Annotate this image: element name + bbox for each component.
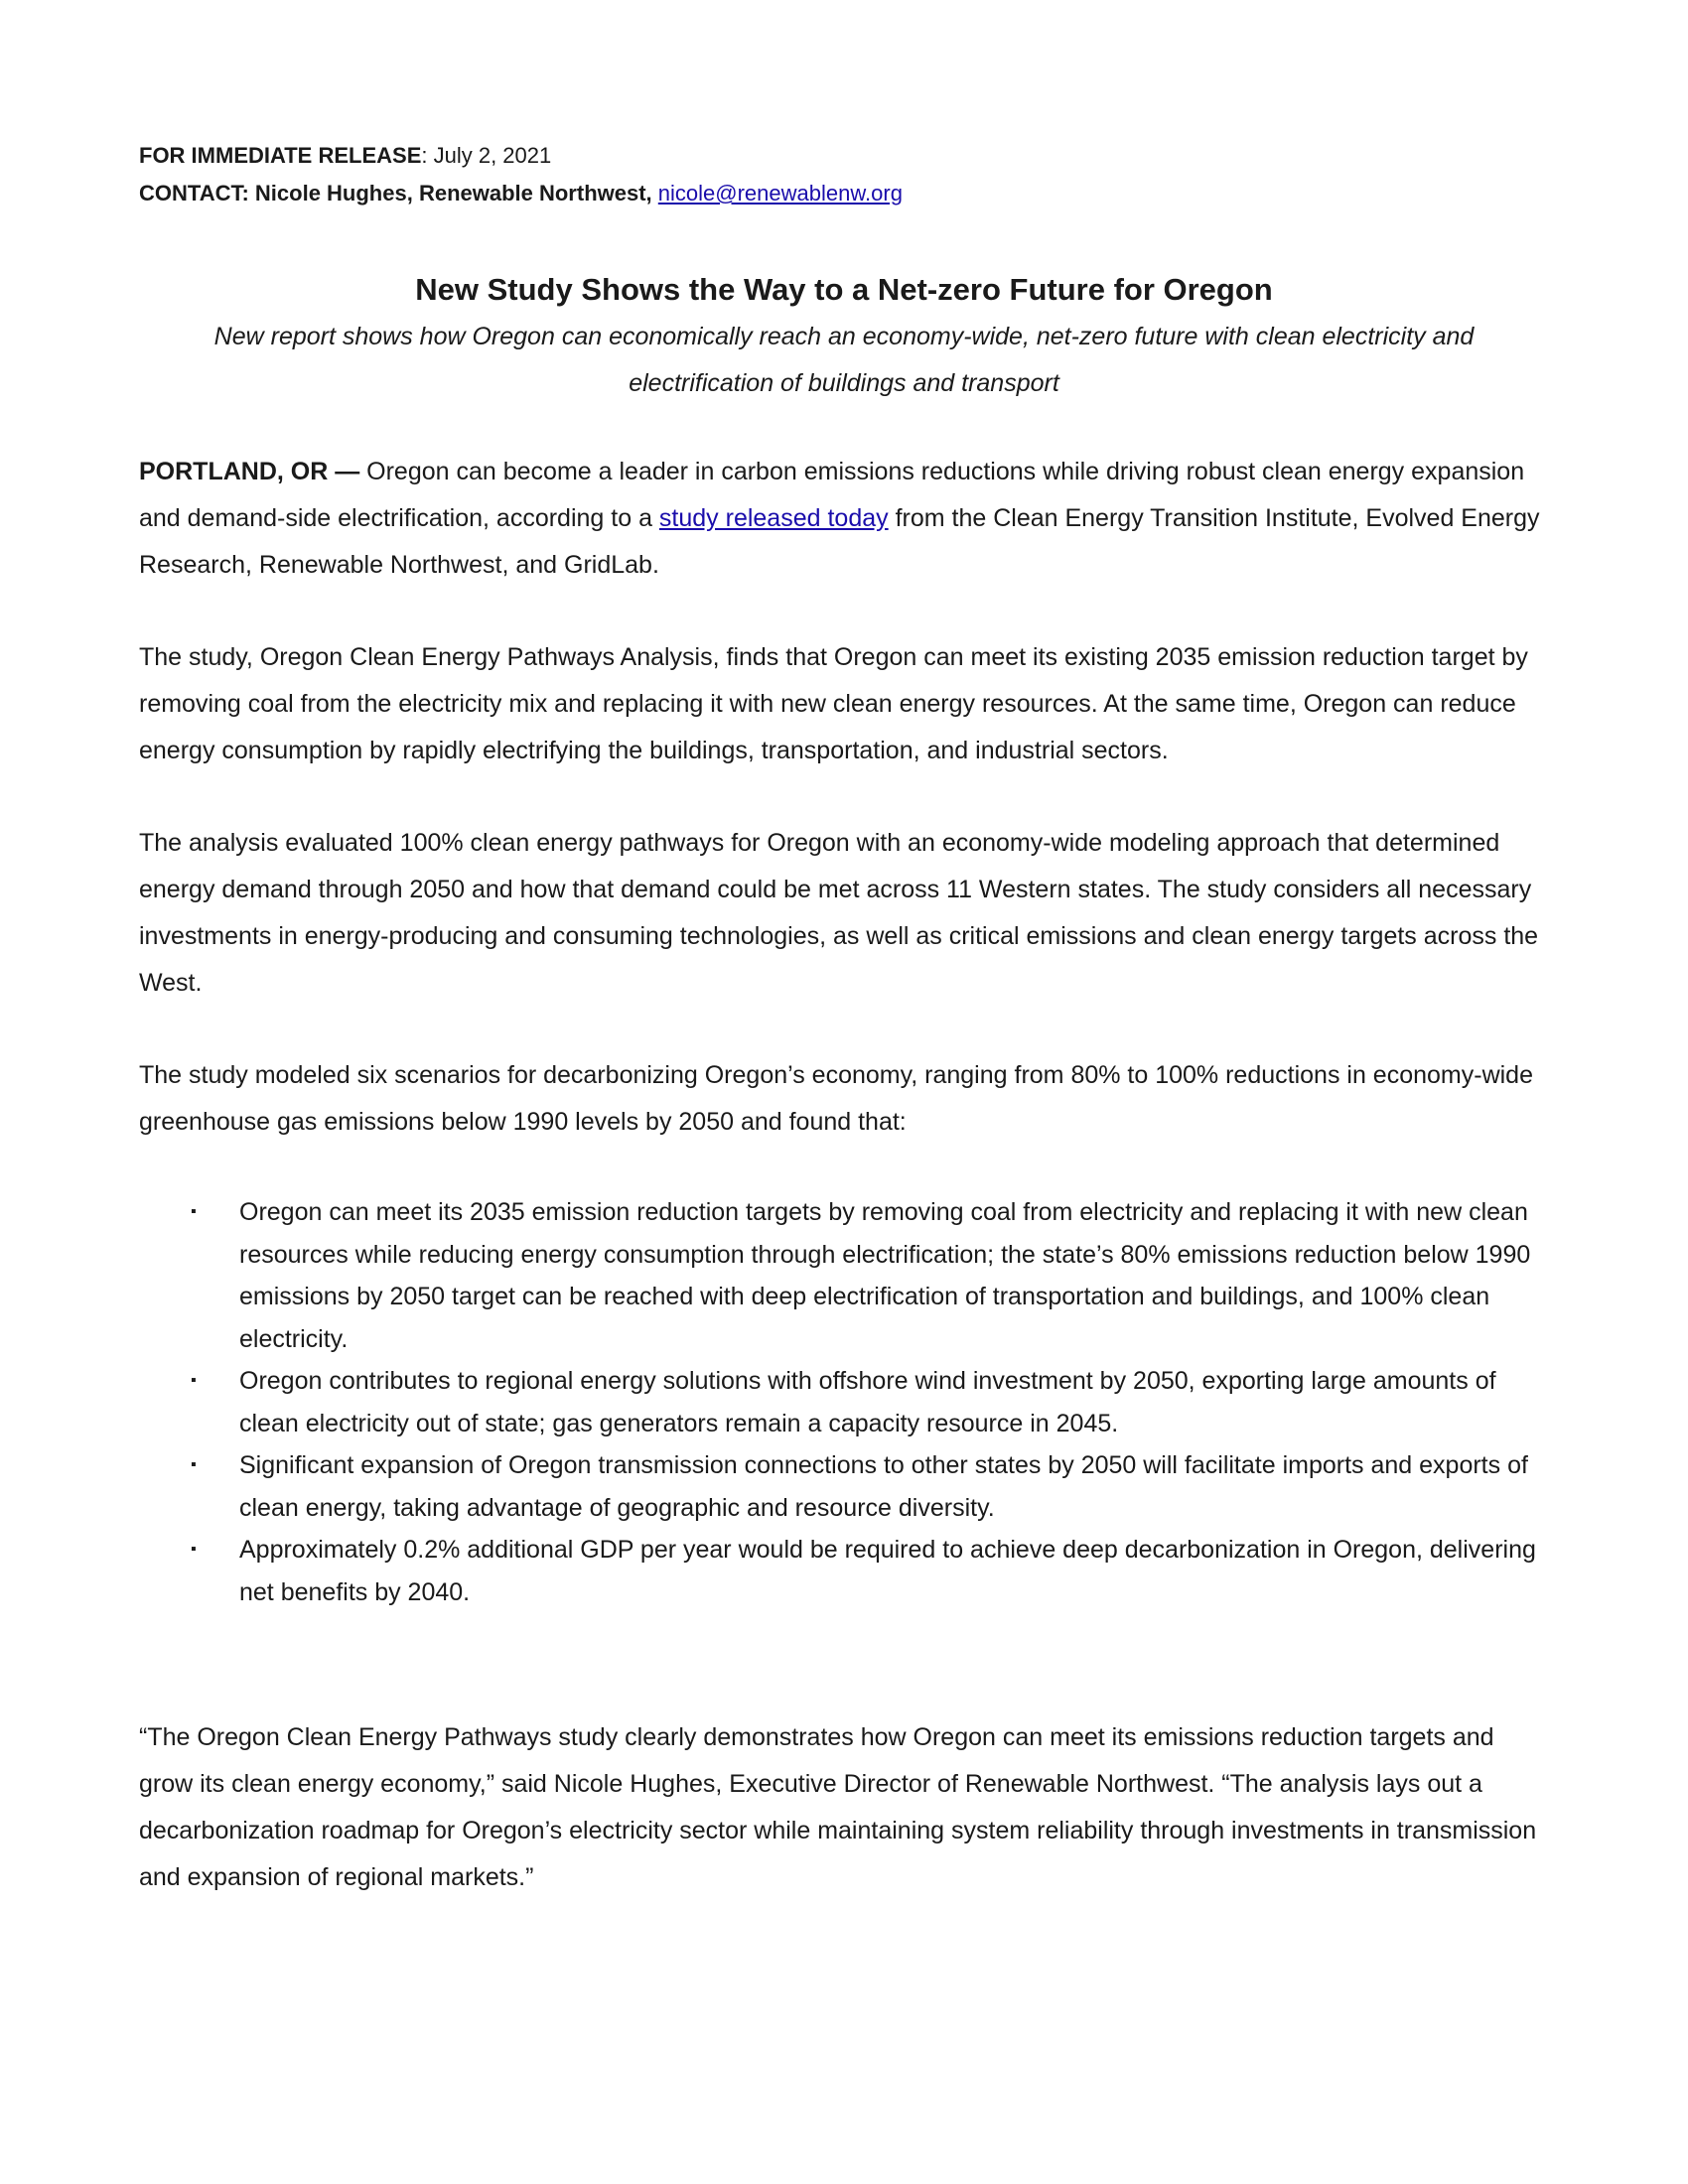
list-item bbox=[139, 1444, 1549, 1529]
paragraph-scenarios: The study modeled six scenarios for decarbonizing Oregon’s economy, ranging from 80% to 100% reductions in economy-wide greenhouse gas emissions below 1990 levels by 2050 and found that: bbox=[139, 1061, 1533, 1136]
list-item bbox=[139, 1529, 1549, 1613]
paragraph-study-findings: The study, Oregon Clean Energy Pathways Analysis, finds that Oregon can meet its existing 2035 emission reduction target by removing coal from the electricity mix and replacing it with new clean energy resources. At the same time, Oregon can reduce energy consumption by rapidly electrifying the buildings, transportation, and industrial sectors. bbox=[139, 643, 1528, 764]
square-bullet-icon: ▪ bbox=[191, 1541, 197, 1558]
findings-list bbox=[139, 1191, 1549, 1613]
contact-label: CONTACT: Nicole Hughes, Renewable Northwest, bbox=[139, 181, 652, 205]
release-label: FOR IMMEDIATE RELEASE bbox=[139, 143, 422, 168]
contact-line bbox=[139, 175, 1549, 212]
square-bullet-icon: ▪ bbox=[191, 1203, 197, 1220]
list-item-text: Oregon can meet its 2035 emission reduction targets by removing coal from electricity and replacing it with new clean resources while reducing energy consumption through electrification; the state’s 80% emissions reduction below 1990 emissions by 2050 target can be reached with deep electrification of transportation and buildings, and 100% clean electricity. bbox=[239, 1198, 1531, 1353]
list-item bbox=[139, 1191, 1549, 1360]
contact-email-link[interactable]: nicole@renewablenw.org bbox=[657, 181, 903, 205]
list-item-text: Approximately 0.2% additional GDP per year would be required to achieve deep decarbonization in Oregon, delivering net benefits by 2040. bbox=[239, 1536, 1536, 1606]
press-release-page bbox=[139, 137, 1549, 1901]
intro-text-after: from the Clean Energy Transition Institute, Evolved Energy Research, Renewable Northwest, and GridLab. bbox=[139, 504, 1540, 579]
square-bullet-icon: ▪ bbox=[191, 1456, 197, 1473]
page-title: New Study Shows the Way to a Net-zero Future for Oregon bbox=[415, 272, 1273, 307]
list-item-text: Oregon contributes to regional energy solutions with offshore wind investment by 2050, exporting large amounts of clean electricity out of state; gas generators remain a capacity resource in 2045. bbox=[239, 1367, 1496, 1437]
paragraph-analysis: The analysis evaluated 100% clean energy pathways for Oregon with an economy-wide modeling approach that determined energy demand through 2050 and how that demand could be met across 11 Western states. The study considers all necessary investments in energy-producing and consuming technologies, as well as critical emissions and clean energy targets across the West. bbox=[139, 829, 1539, 997]
dateline: PORTLAND, OR — bbox=[139, 458, 360, 485]
study-link[interactable]: study released today bbox=[658, 504, 889, 532]
page-subtitle: New report shows how Oregon can economically reach an economy-wide, net-zero future with clean electricity and electrification of buildings and transport bbox=[213, 323, 1475, 397]
intro-text-before: Oregon can become a leader in carbon emissions reductions while driving robust clean energy expansion and demand-side electrification, according to a bbox=[139, 458, 1525, 532]
release-date: : July 2, 2021 bbox=[421, 143, 552, 168]
intro-paragraph bbox=[139, 449, 1549, 589]
square-bullet-icon: ▪ bbox=[191, 1372, 197, 1389]
list-item bbox=[139, 1360, 1549, 1444]
list-item-text: Significant expansion of Oregon transmission connections to other states by 2050 will facilitate imports and exports of clean energy, taking advantage of geographic and resource diversity. bbox=[239, 1451, 1528, 1522]
release-line bbox=[139, 137, 1549, 175]
quote-paragraph: “The Oregon Clean Energy Pathways study clearly demonstrates how Oregon can meet its emissions reduction targets and grow its clean energy economy,” said Nicole Hughes, Executive Director of Renewable Northwest. “The analysis lays out a decarbonization roadmap for Oregon’s electricity sector while maintaining system reliability through investments in transmission and expansion of regional markets.” bbox=[139, 1723, 1537, 1891]
